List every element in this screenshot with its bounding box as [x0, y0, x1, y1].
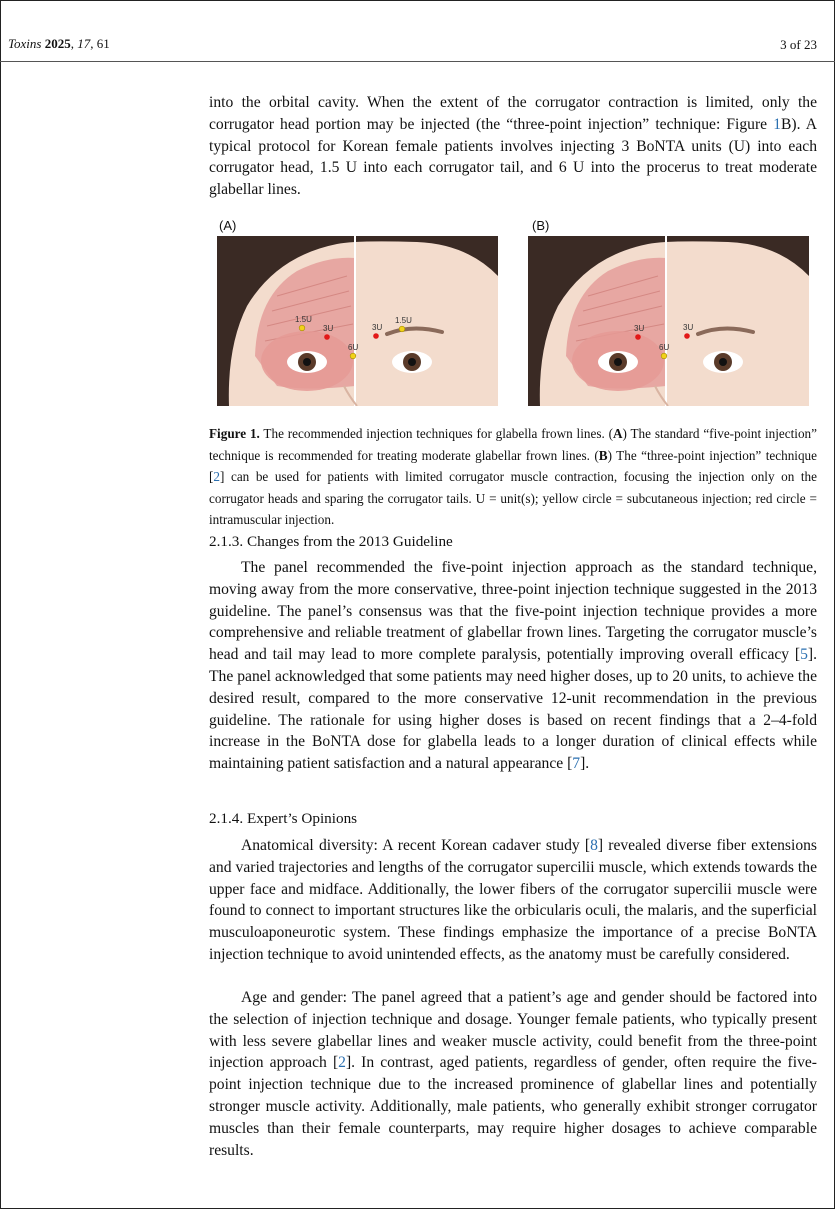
label-b-procerus: 6U [659, 343, 670, 352]
running-header: Toxins 2025, 17, 61 [8, 36, 110, 51]
label-b-right-head: 3U [683, 323, 694, 332]
label-a-right-head: 3U [372, 323, 383, 332]
citation-link[interactable]: 5 [800, 646, 808, 664]
label-a-procerus: 6U [348, 343, 359, 352]
label-a-left-head: 3U [323, 324, 334, 333]
paragraph-changes: The panel recommended the five-point injection approach as the standard technique, moving away from the more conservative, three-point injection technique suggested in the 2013 guideline. The panel’s consensus was that the five-point injection technique provides a more comprehensive and reliable treatment of glabellar frown lines. Targeting the corrugator muscle’s head and tail may lead to more complete paralysis, potentially improving overall efficacy [5]. The panel acknowledged that some patients may need higher doses, up to 20 units, to achieve the desired result, compared to the more conservative 12-unit recommendation in the previous guideline. The rationale for using higher doses is based on recent findings that a 2–4-fold increase in the BoNTA dose for glabella leads to a longer duration of clinical effects while maintaining patient satisfaction and a natural appearance [7]. [209, 559, 817, 773]
paragraph-age-gender: Age and gender: The panel agreed that a patient’s age and gender should be factored into the selection of injection technique and dosage. Younger female patients, who typically present with less severe glabellar lines and weaker muscle activity, could benefit from the three-point injection approach [2]. In contrast, aged patients, regardless of gender, often require the five-point injection technique due to the increased prominence of glabellar lines and potentially stronger muscle activity. Additionally, male patients, who generally exhibit stronger corrugator muscles than their female counterparts, may require higher dosages to achieve comparable results. [209, 989, 817, 1159]
header-rule [0, 61, 835, 62]
panel-label-a: (A) [219, 218, 237, 233]
figure-link[interactable]: 1 [773, 115, 781, 133]
paragraph-anatomical-diversity: Anatomical diversity: A recent Korean cadaver study [8] revealed diverse fiber extensions and varied trajectories and lengths of the corrugator supercilii muscle, which extends towards the upper face and midface. Additionally, the lower fibers of the corrugator supercilii muscle were found to connect to important structures like the orbicularis oculi, the malaris, and the superficial musculoaponeurotic system. These findings emphasize the importance of a precise BoNTA injection technique to avoid unintended effects, as the anatomy must be carefully considered. [209, 837, 817, 963]
face-illustration-b [528, 236, 809, 406]
intro-paragraph: into the orbital cavity. When the extent of the corrugator contraction is limited, only the corrugator head portion may be injected (the “three-point injection” technique: Figure 1B). A typical protocol for Korean female patients involves injecting 3 BoNTA units (U) into each corrugator head, 1.5 U into each corrugator tail, and 6 U into the procerus to treat moderate glabellar lines. [209, 94, 817, 199]
caption-label: Figure 1. [209, 426, 260, 441]
label-a-right-tail: 1.5U [395, 316, 412, 325]
label-a-left-tail: 1.5U [295, 315, 312, 324]
label-b-left-head: 3U [634, 324, 645, 333]
journal-year: 2025 [44, 36, 71, 51]
face-illustration-a [217, 236, 498, 406]
section-heading-2-1-4: 2.1.4. Expert’s Opinions [209, 810, 358, 827]
citation-link[interactable]: 8 [590, 837, 598, 854]
article-number: 61 [96, 36, 110, 51]
citation-link[interactable]: 2 [213, 469, 220, 484]
panel-label-b: (B) [532, 218, 550, 233]
journal-name: Toxins [8, 36, 42, 51]
figure-caption: Figure 1. The recommended injection techniques for glabella frown lines. (A) The standard “five-point injection” technique is recommended for treating moderate glabellar frown lines. (B) The “three-point injection” technique [2] can be used for patients with limited corrugator muscle contraction, focusing the injection only on the corrugator heads and sparing the corrugator tails. U = unit(s); yellow circle = subcutaneous injection; red circle = intramuscular injection. [209, 426, 818, 527]
citation-link[interactable]: 2 [338, 1054, 346, 1072]
section-heading-2-1-3: 2.1.3. Changes from the 2013 Guideline [209, 533, 453, 550]
page-number: 3 of 23 [780, 37, 817, 52]
figure-1 [209, 214, 817, 410]
citation-link[interactable]: 7 [572, 755, 581, 773]
journal-volume: 17 [77, 36, 91, 51]
